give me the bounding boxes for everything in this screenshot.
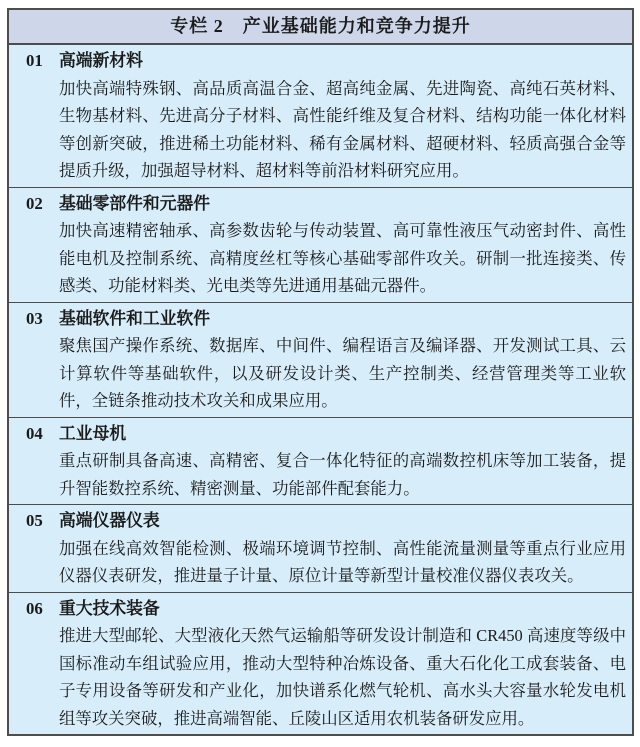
infobox-panel (7, 8, 634, 736)
section-body: 重点研制具备高速、高精密、复合一体化特征的高端数控机床等加工装备，提升智能数控系统、精密测量、功能部件配套能力。 (59, 451, 626, 498)
section-row (9, 45, 632, 188)
section-body: 加快高速精密轴承、高参数齿轮与传动装置、高可靠性液压气动密封件、高性能电机及控制系统、高精度丝杠等核心基础零部件攻关。研制一批连接类、传感类、功能材料类、光电类等先进通用基础元器件。 (59, 221, 626, 295)
section-heading: 高端新材料 (59, 51, 143, 70)
section-heading-row (26, 507, 626, 535)
section-heading-row (26, 595, 626, 623)
section-number: 03 (26, 308, 43, 328)
section-body: 推进大型邮轮、大型液化天然气运输船等研发设计制造和 CR450 高速度等级中国标准动车组试验应用，推动大型特种冶炼设备、重大石化化工成套装备、电子专用设备等研发和产业化，加快谱系化燃气轮机、高水头大容量水轮发电机组等攻关突破，推进高端智能、丘陵山区适用农机装备研发应用。 (59, 626, 626, 728)
panel-sections (9, 45, 632, 734)
section-number: 05 (26, 511, 43, 530)
section-number: 04 (26, 423, 43, 443)
section-heading-row (26, 190, 626, 218)
section-number: 02 (26, 193, 43, 213)
section-number: 01 (26, 51, 43, 70)
section-body: 加强在线高效智能检测、极端环境调节控制、高性能流量测量等重点行业应用仪器仪表研发，推进量子计量、原位计量等新型计量校准仪器仪表攻关。 (59, 538, 626, 585)
section-heading: 工业母机 (59, 423, 127, 443)
section-heading-row (26, 305, 626, 333)
section-number: 06 (26, 598, 43, 618)
panel-title: 专栏 2 产业基础能力和竞争力提升 (9, 10, 632, 45)
section-heading-row (26, 420, 626, 448)
section-heading: 基础零部件和元器件 (59, 193, 211, 213)
section-heading: 基础软件和工业软件 (59, 308, 211, 328)
section-heading: 高端仪器仪表 (59, 511, 160, 530)
section-body: 加快高端特殊钢、高品质高温合金、超高纯金属、先进陶瓷、高纯石英材料、生物基材料、先进高分子材料、高性能纤维及复合材料、结构功能一体化材料等创新突破，推进稀土功能材料、稀有金属材料、超硬材料、轻质高强合金等提质升级，加强超导材料、超材料等前沿材料研究应用。 (59, 78, 626, 180)
section-row (9, 593, 632, 735)
section-heading-row (26, 47, 626, 75)
section-row (9, 418, 632, 506)
section-heading: 重大技术装备 (59, 598, 160, 618)
section-row (9, 303, 632, 418)
section-row (9, 505, 632, 593)
section-body: 聚焦国产操作系统、数据库、中间件、编程语言及编译器、开发测试工具、云计算软件等基础软件，以及研发设计类、生产控制类、经营管理类等工业软件，全链条推动技术攻关和成果应用。 (59, 336, 626, 410)
section-row (9, 188, 632, 303)
